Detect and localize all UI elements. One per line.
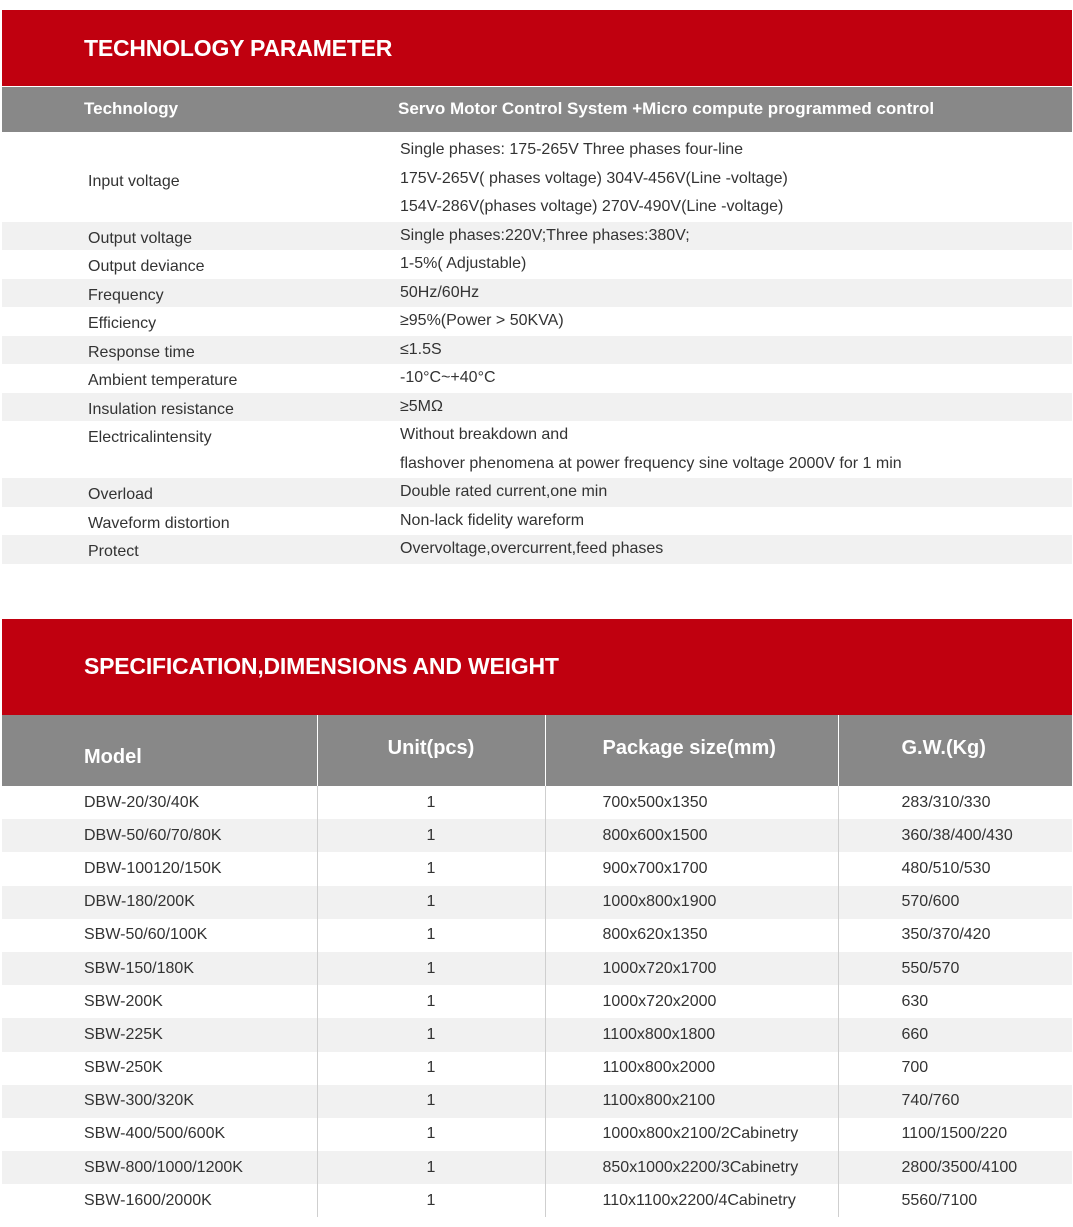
cell-package-size: 1100x800x2100 — [545, 1085, 838, 1118]
parameter-value-line: -10°C~+40°C — [400, 369, 496, 386]
table-row — [2, 1118, 1072, 1151]
cell-model: SBW-800/1000/1200K — [2, 1151, 317, 1184]
parameter-label: Electricalintensity — [88, 429, 212, 446]
specification-body — [2, 786, 1072, 1217]
parameter-value-line: ≤1.5S — [400, 340, 442, 358]
parameter-row — [2, 279, 1072, 308]
specification-table — [2, 715, 1072, 1217]
cell-model: DBW-50/60/70/80K — [2, 819, 317, 852]
parameter-value — [400, 393, 443, 422]
cell-model: SBW-50/60/100K — [2, 919, 317, 952]
parameter-value — [400, 136, 788, 222]
cell-gross-weight: 630 — [901, 992, 929, 1010]
parameter-label: Frequency — [88, 286, 164, 304]
specification-header-row — [2, 715, 1072, 786]
cell-model: SBW-1600/2000K — [2, 1184, 317, 1217]
parameter-value-line: Double rated current,one min — [400, 483, 608, 500]
cell-gross-weight: 5560/7100 — [901, 1191, 978, 1209]
cell-package-size: 700x500x1350 — [545, 786, 838, 819]
cell-model: SBW-150/180K — [2, 952, 317, 985]
cell-model: DBW-100120/150K — [2, 852, 317, 885]
cell-gross-weight: 360/38/400/430 — [838, 819, 1072, 852]
parameter-value — [400, 364, 496, 393]
parameter-value-line: Single phases: 175-265V Three phases four-line — [400, 141, 744, 158]
cell-model: SBW-400/500/600K — [2, 1118, 317, 1151]
cell-package-size: 800x600x1500 — [545, 819, 838, 852]
cell-model: SBW-225K — [2, 1018, 317, 1051]
cell-unit: 1 — [317, 985, 545, 1018]
technology-header-value: Servo Motor Control System +Micro compute programmed control — [398, 99, 935, 118]
specification-title: SPECIFICATION,DIMENSIONS AND WEIGHT — [84, 653, 559, 679]
cell-gross-weight: 2800/3500/4100 — [838, 1151, 1072, 1184]
parameter-label: Input voltage — [88, 172, 180, 190]
parameter-value — [400, 478, 607, 507]
technology-banner — [2, 10, 1072, 86]
table-row — [2, 852, 1072, 885]
technology-header-label: Technology — [84, 99, 179, 118]
parameter-row — [2, 364, 1072, 393]
cell-package-size: 1000x720x1700 — [545, 952, 838, 985]
cell-gross-weight: 350/370/420 — [901, 926, 991, 944]
table-row — [2, 1184, 1072, 1217]
cell-package-size: 1000x720x2000 — [545, 985, 838, 1018]
parameter-value — [400, 279, 479, 308]
table-row — [2, 1151, 1072, 1184]
cell-unit: 1 — [317, 1184, 545, 1217]
parameter-value — [400, 507, 584, 536]
cell-package-size: 110x1100x2200/4Cabinetry — [545, 1184, 838, 1217]
cell-model: DBW-20/30/40K — [2, 786, 317, 819]
cell-package-size: 1000x800x2100/2Cabinetry — [545, 1118, 838, 1151]
parameter-label: Efficiency — [88, 315, 157, 332]
parameter-value-line: Without breakdown and — [400, 426, 569, 443]
parameter-row — [2, 393, 1072, 422]
cell-gross-weight: 1100/1500/220 — [901, 1125, 1008, 1143]
parameter-value-line: 50Hz/60Hz — [400, 283, 480, 301]
table-row — [2, 919, 1072, 952]
parameter-row — [2, 222, 1072, 251]
cell-gross-weight: 480/510/530 — [901, 859, 991, 877]
parameter-label: Overload — [88, 486, 153, 503]
parameter-row — [2, 136, 1072, 222]
cell-unit: 1 — [317, 786, 545, 819]
cell-model: SBW-300/320K — [2, 1085, 317, 1118]
technology-title: TECHNOLOGY PARAMETER — [84, 35, 393, 61]
column-header-unit: Unit(pcs) — [317, 715, 545, 786]
cell-model: DBW-180/200K — [2, 886, 317, 919]
parameter-row — [2, 478, 1072, 507]
table-row — [2, 952, 1072, 985]
cell-unit: 1 — [317, 1018, 545, 1051]
technology-header-row — [2, 87, 1072, 132]
parameter-value — [400, 250, 526, 279]
cell-unit: 1 — [317, 1118, 545, 1151]
parameter-row — [2, 250, 1072, 279]
cell-unit: 1 — [317, 919, 545, 952]
cell-unit: 1 — [317, 1151, 545, 1184]
parameter-row — [2, 535, 1072, 564]
parameter-label: Waveform distortion — [88, 514, 230, 532]
parameter-value — [400, 222, 690, 251]
parameter-value-line: 175V-265V( phases voltage) 304V-456V(Line -voltage) — [400, 169, 788, 187]
parameter-label: Protect — [88, 543, 139, 560]
parameter-value-line: ≥5MΩ — [400, 397, 443, 415]
parameter-value-line: 1-5%( Adjustable) — [400, 255, 527, 272]
table-row — [2, 1018, 1072, 1051]
cell-package-size: 850x1000x2200/3Cabinetry — [545, 1151, 838, 1184]
column-header-model: Model — [2, 715, 317, 786]
cell-package-size: 1000x800x1900 — [545, 886, 838, 919]
cell-package-size: 1100x800x2000 — [545, 1052, 838, 1085]
cell-gross-weight: 570/600 — [838, 886, 1072, 919]
cell-model: SBW-200K — [2, 985, 317, 1018]
cell-unit: 1 — [317, 952, 545, 985]
column-header-gross-weight: G.W.(Kg) — [838, 715, 1072, 786]
cell-gross-weight: 740/760 — [838, 1085, 1072, 1118]
cell-gross-weight: 550/570 — [838, 952, 1072, 985]
parameter-value — [400, 421, 902, 478]
specification-banner — [2, 619, 1072, 715]
cell-package-size: 1100x800x1800 — [545, 1018, 838, 1051]
cell-gross-weight: 283/310/330 — [901, 793, 991, 811]
table-row — [2, 985, 1072, 1018]
parameter-label: Ambient temperature — [88, 372, 238, 389]
parameter-list — [2, 136, 1072, 564]
parameter-row — [2, 507, 1072, 536]
parameter-value — [400, 535, 663, 564]
parameter-value-line: 154V-286V(phases voltage) 270V-490V(Line -voltage) — [400, 198, 784, 215]
cell-unit: 1 — [317, 852, 545, 885]
column-header-package-size: Package size(mm) — [545, 715, 838, 786]
table-row — [2, 786, 1072, 819]
parameter-row — [2, 421, 1072, 478]
parameter-label: Output voltage — [88, 229, 193, 247]
cell-unit: 1 — [317, 819, 545, 852]
parameter-value-line: flashover phenomena at power frequency sine voltage 2000V for 1 min — [400, 454, 902, 472]
cell-gross-weight: 660 — [838, 1018, 1072, 1051]
table-row — [2, 1052, 1072, 1085]
parameter-value-line: Non-lack fidelity wareform — [400, 511, 585, 529]
cell-package-size: 800x620x1350 — [545, 919, 838, 952]
cell-gross-weight: 700 — [901, 1059, 929, 1077]
parameter-row — [2, 336, 1072, 365]
parameter-value-line: Single phases:220V;Three phases:380V; — [400, 226, 690, 244]
parameter-value-line: Overvoltage,overcurrent,feed phases — [400, 540, 664, 557]
parameter-row — [2, 307, 1072, 336]
cell-model: SBW-250K — [2, 1052, 317, 1085]
cell-unit: 1 — [317, 886, 545, 919]
table-row — [2, 1085, 1072, 1118]
cell-unit: 1 — [317, 1052, 545, 1085]
parameter-value-line: ≥95%(Power > 50KVA) — [400, 312, 564, 329]
parameter-label: Insulation resistance — [88, 400, 234, 418]
parameter-label: Output deviance — [88, 258, 205, 275]
cell-package-size: 900x700x1700 — [545, 852, 838, 885]
cell-unit: 1 — [317, 1085, 545, 1118]
table-row — [2, 886, 1072, 919]
parameter-value — [400, 336, 442, 365]
table-row — [2, 819, 1072, 852]
parameter-value — [400, 307, 564, 336]
parameter-label: Response time — [88, 343, 195, 361]
